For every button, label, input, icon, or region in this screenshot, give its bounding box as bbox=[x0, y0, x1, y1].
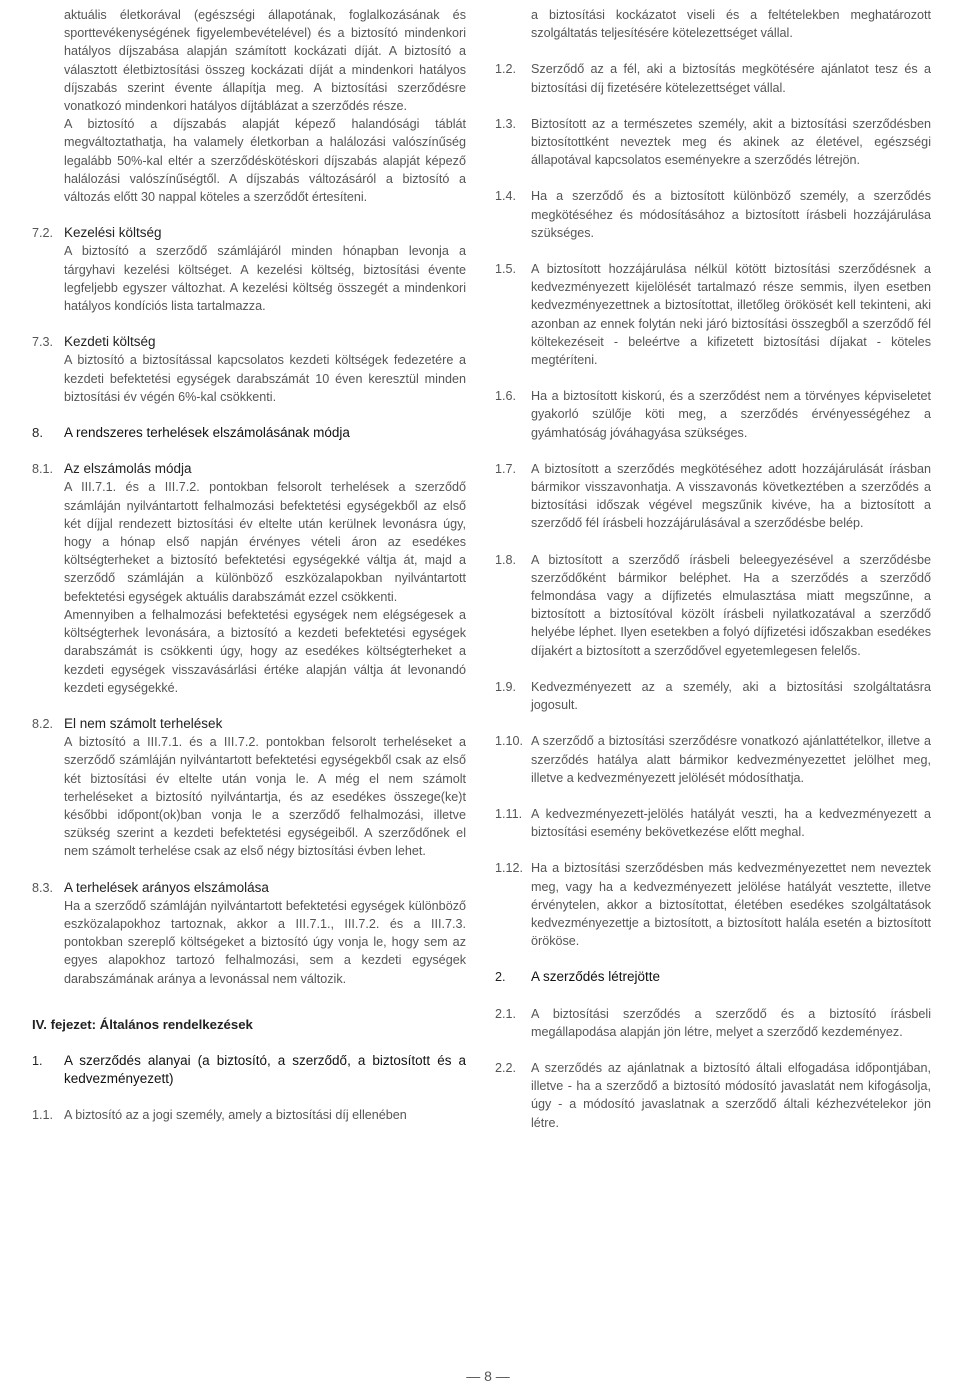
section-text: Szerződő az a fél, aki a biztosítás megkötésére ajánlatot tesz és a biztosítási díj fizetésére kötelezettséget vállal. bbox=[531, 62, 931, 95]
section-text: A biztosított a szerződés megkötéséhez adott hozzájárulását írásban bármikor visszavonhatja. A visszavonás következtében a szerződés a biztosítási időszak végével megszűnik kivéve, ha a biztosított a szerződő fél írásbeli hozzájárulásával a szerződésbe belép. bbox=[531, 461, 931, 531]
section-number: 1.3. bbox=[495, 116, 517, 131]
section-text: Kedvezményezett az a személy, aki a biztosítási szolgáltatásra jogosult. bbox=[531, 679, 931, 713]
section-text: A szerződő a biztosítási szerződésre vonatkozó ajánlattételkor, illetve a szerződés hatálya alatt bármikor kedvezményezettet jelölhet meg, illetve a kedvezményezett jelölését módosíthatja. bbox=[531, 734, 931, 785]
section-number: 1.1. bbox=[32, 1108, 54, 1123]
right-items-list-2 bbox=[495, 1005, 931, 1150]
section-number: 2. bbox=[495, 970, 506, 985]
section-2 bbox=[495, 968, 931, 986]
section-text: Biztosított az a természetes személy, akit a biztosítási szerződésben biztosítottként neveztek meg és akinek az életével, egészségi állapotával kapcsolatos eseményekre a szerződés létrejön. bbox=[531, 116, 931, 168]
section-number: 8.2. bbox=[32, 716, 54, 731]
section-text: Ha a biztosítási szerződésben más kedvezményezettet nem neveztek meg, vagy ha a kedvezményezett jelölése hatályát vesztette, illetve érvénytelen, akkor a biztosítottat, életében esedékes szolgáltatások kedvezményezettje a biztosított, a biztosított halála esetén a biztosított örököse. bbox=[531, 861, 931, 949]
section-title: A rendszeres terhelések elszámolásának módja bbox=[64, 425, 350, 441]
section-title: A szerződés létrejötte bbox=[531, 969, 661, 985]
section-number: 1.10. bbox=[495, 734, 524, 749]
section-7-3 bbox=[32, 333, 466, 406]
section-8-1 bbox=[32, 460, 466, 697]
section-number: 8. bbox=[32, 425, 43, 441]
continued-paragraph: a biztosítási kockázatot viseli és a feltételekben meghatározott szolgáltatás teljesítésére kötelezettséget vállal. bbox=[531, 8, 931, 41]
right-column bbox=[495, 6, 931, 1150]
chapter-title: IV. fejezet: Általános rendelkezések bbox=[32, 1016, 253, 1032]
section-text: Ha a szerződő számláján nyilvántartott befektetési egységek különböző eszközalapokhoz tartoznak, akkor a III.7.1., III.7.2. és a III.7.3. pontokban szereplő költségeket a biztosító úgy vonja le, hogy sem az egyes alapokhoz tartozó felhalmozási, sem a kezdeti egységek darabszámának aránya a levonással nem változik. bbox=[64, 898, 466, 986]
list-item bbox=[495, 1059, 931, 1132]
section-text: A szerződés az ajánlatnak a biztosító általi elfogadása időpontjában, illetve - ha a szerződő a biztosító módosító javaslatát nem kifogásolja, úgy - a módosító javaslatnak a szerződő általi kézhezvételekor jön létre. bbox=[531, 1060, 931, 1130]
list-item bbox=[495, 260, 931, 369]
section-8-2 bbox=[32, 715, 466, 861]
list-item bbox=[495, 187, 931, 242]
section-text: A biztosítási szerződés a szerződő és a biztosító írásbeli megállapodása alapján jön létre, melyet a szerződő kezdeményez. bbox=[531, 1006, 931, 1039]
list-item bbox=[495, 732, 931, 787]
section-text: Ha a szerződő és a biztosított különböző személy, a szerződés megkötéséhez és módosításához a biztosított írásbeli hozzájárulása szükséges. bbox=[531, 189, 931, 240]
section-number: 7.3. bbox=[32, 335, 54, 350]
list-item bbox=[495, 859, 931, 950]
list-item bbox=[495, 678, 931, 714]
section-text: A biztosított hozzájárulása nélkül kötött biztosítási szerződésnek a kedvezményezett kijelölését tartalmazó része semmis, ilyen esetben kedvezményezettnek a biztosítottat, illetőleg örökösét kell tekinteni, aki azonban az ennek folytán neki járó biztosítási összegből a szerződő fél költekezéseit - beleértve a kifizetett biztosítási díjakat - köteles megtéríteni. bbox=[531, 262, 931, 368]
section-number: 2.1. bbox=[495, 1006, 517, 1021]
section-number: 1.5. bbox=[495, 262, 517, 277]
list-item bbox=[495, 115, 931, 170]
section-number: 1.2. bbox=[495, 62, 517, 77]
section-text: A biztosított a szerződő írásbeli beleegyezésével a szerződésbe szerződőként bármikor beléphet. Ha a szerződés a szerződő felmondása vagy a díjfizetés elmulasztása miatt megszűnne, a biztosított a biztosítóval közölt írásbeli nyilatkozatával a szerződő helyébe léphet. Ilyen esetekben a folyó díjfizetési időszakban esedékes díjakért a biztosított a szerződővel egyetemlegesen felelős. bbox=[531, 552, 931, 658]
section-title: Kezdeti költség bbox=[64, 334, 156, 350]
section-title: El nem számolt terhelések bbox=[64, 715, 223, 731]
section-number: 8.1. bbox=[32, 462, 54, 477]
section-number: 1.9. bbox=[495, 679, 517, 694]
left-column bbox=[32, 6, 466, 1125]
intro-paragraph-2: A biztosító a díjszabás alapját képező halandósági táblát megváltoztathatja, ha valamely életkorban a halálozási valószínűség legalább 50%-kal eltér a szerződéskötéskori díjszabás alapját képező halálozási valószínűségtől. A díjszabás változásáról a biztosító a változás előtt 30 nappal köteles a szerződőt értesíteni. bbox=[64, 117, 466, 205]
section-number: 1.8. bbox=[495, 552, 517, 567]
section-number: 1.6. bbox=[495, 389, 517, 404]
section-number: 2.2. bbox=[495, 1060, 517, 1075]
section-title: A szerződés alanyai (a biztosító, a szerződő, a biztosított és a kedvezményezett) bbox=[64, 1052, 466, 1087]
section-number: 1. bbox=[32, 1053, 43, 1068]
section-number: 1.12. bbox=[495, 861, 524, 876]
section-8 bbox=[32, 424, 466, 442]
section-title: Kezelési költség bbox=[64, 225, 162, 241]
list-item bbox=[495, 60, 931, 96]
section-number: 8.3. bbox=[32, 880, 54, 895]
list-item bbox=[495, 805, 931, 841]
section-7-2 bbox=[32, 224, 466, 315]
section-title: A terhelések arányos elszámolása bbox=[64, 879, 269, 895]
section-1-1 bbox=[32, 1106, 466, 1124]
section-text: Amennyiben a felhalmozási befektetési egységek nem elégségesek a költségterhek levonására, a biztosító a kezdeti befektetési egységek darabszámát is csökkenti úgy, hogy az esedékes költségterheket a kezdeti egységek visszavásárlási értéke alapján váltja át levonandó kezdeti egységekké. bbox=[64, 607, 466, 695]
right-items-list bbox=[495, 60, 931, 968]
section-number: 1.4. bbox=[495, 189, 517, 204]
section-text: A kedvezményezett-jelölés hatályát veszti, ha a kedvezményezett a biztosítási esemény bekövetkezése előtt meghal. bbox=[531, 806, 931, 840]
list-item bbox=[495, 1005, 931, 1041]
list-item bbox=[495, 460, 931, 533]
section-text: A III.7.1. és a III.7.2. pontokban felsorolt terhelések a szerződő számláján nyilvántartott felhalmozási befektetési egységekből az első két díjjal rendezett biztosítási év eltelte után kerülnek levonásra úgy, hogy a hónap első napján érvényes vételi áron az esedékes költségterheket a biztosító befektetési egységekké váltja át, majd a szerződő számláján a különböző eszközalapokban nyilvántartott befektetési egységek aktuális darabszámát ezzel csökkenti. bbox=[64, 480, 466, 604]
section-8-3 bbox=[32, 879, 466, 988]
list-item bbox=[495, 551, 931, 660]
section-number: 1.7. bbox=[495, 461, 517, 476]
section-text: A biztosító az a jogi személy, amely a biztosítási díj ellenében bbox=[64, 1108, 407, 1123]
section-text: A biztosító a III.7.1. és a III.7.2. pontokban felsorolt terheléseket a szerződő számláján nyilvántartott befektetési egységekből csak az első két biztosítási év eltelte után vonja le. A még el nem számolt terheléseket a biztosító nyilvántartja, és az esedékes összege(ke)t későbbi időpont(ok)ban vonja le a szerződő felhalmozási, illetve szükség szerint a kezdeti befektetési egységeiből. A szerződőnek el nem számolt terhelése csak az első négy biztosítási évben lehet. bbox=[64, 735, 466, 859]
list-item bbox=[495, 387, 931, 442]
page-number: — 8 — bbox=[466, 1368, 510, 1384]
intro-paragraph-1: aktuális életkorával (egészségi állapotának, foglalkozásának és sporttevékenységének figyelembevételével) és a biztosító mindenkori hatályos díjszabása alapján számított kockázati díját. A biztosító a választott életbiztosítási összeg kockázati díját a mindenkori hatályos díjszabás szerint évente állapítja meg. A biztosítási szerződésre vonatkozó mindenkori hatályos díjtáblázat a szerződés része. bbox=[64, 8, 466, 114]
section-text: A biztosító a biztosítással kapcsolatos kezdeti költségek fedezetére a kezdeti befektetési egységek darabszámát 10 éven keresztül minden biztosítási év végén 6%-kal csökkenti. bbox=[64, 353, 466, 404]
section-1 bbox=[32, 1052, 466, 1088]
section-title: Az elszámolás módja bbox=[64, 461, 192, 477]
section-number: 1.11. bbox=[495, 806, 523, 821]
section-text: Ha a biztosított kiskorú, és a szerződést nem a törvényes képviseletet gyakorló szülője köti meg, a szerződés érvényességéhez a gyámhatóság jóváhagyása szükséges. bbox=[531, 389, 931, 440]
section-number: 7.2. bbox=[32, 226, 54, 241]
section-text: A biztosító a szerződő számlájáról minden hónapban levonja a tárgyhavi kezelési költséget. A kezelési költség, biztosítási évente legfeljebb egyszer változhat. A kezelési költség összegét a mindenkori hatályos kondíciós lista tartalmazza. bbox=[64, 244, 466, 314]
